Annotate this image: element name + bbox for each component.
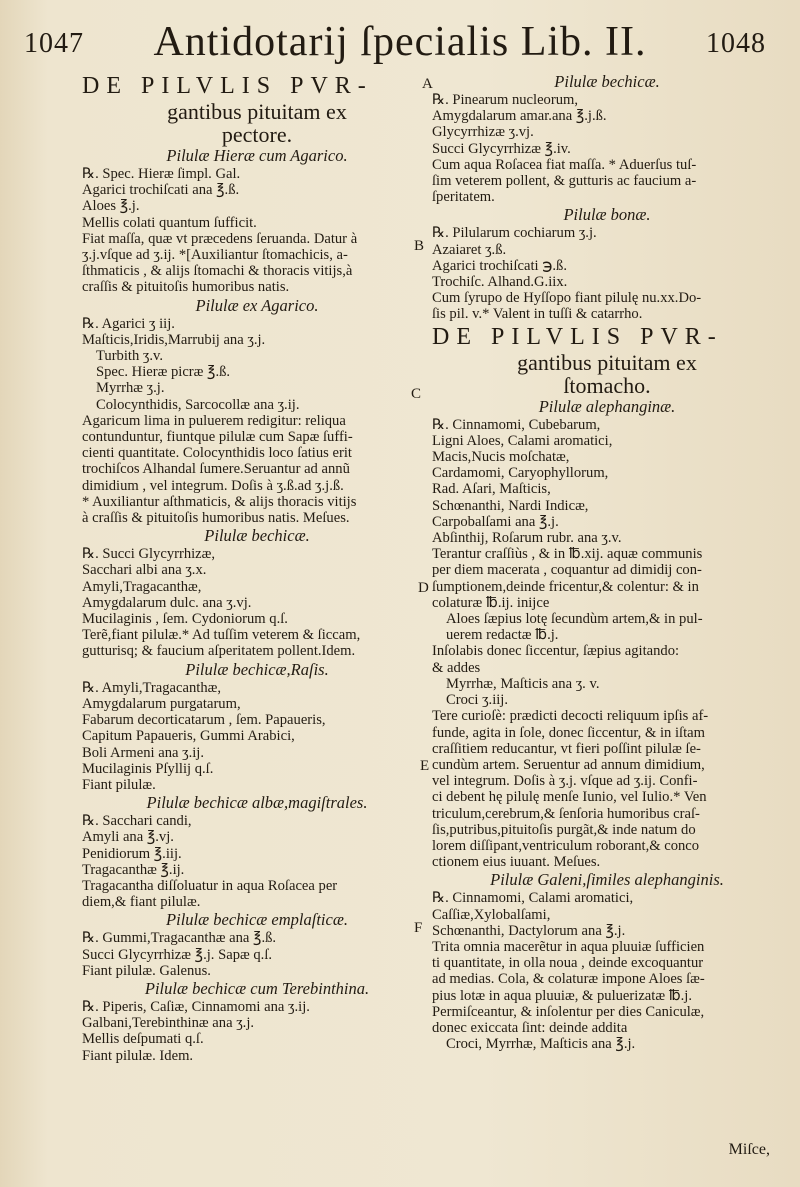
- text-line: Ligni Aloes, Calami aromatici,: [432, 432, 613, 449]
- text-line: lorem diſſipant,ventriculum roborant,& conco: [432, 837, 700, 854]
- text-line: ci debent hę pilulę menſe Iunio, vel Iulio.* Ven: [432, 789, 707, 806]
- recipe-title: Pilulæ bechicæ.: [554, 72, 660, 91]
- text-line: ad medias. Cola, & colaturæ impone Aloes ſæ-: [432, 971, 705, 988]
- margin-letter: C: [411, 386, 422, 402]
- text-line: ℞. Cinnamomi, Cubebarum,: [432, 416, 601, 433]
- recipe-title: Pilulæ bonæ.: [563, 205, 651, 225]
- text-line: triculum,cerebrum,& ſenſoria humoribus craſ-: [432, 805, 700, 822]
- text-line: Succi Glycyrrhizæ ℥.j. Sapæ q.ſ.: [82, 946, 273, 963]
- text-line: Glycyrrhizæ ʒ.vj.: [432, 124, 534, 141]
- page-header: [20, 18, 780, 64]
- recipe-title: Pilulæ bechicæ cum Terebinthina.: [144, 978, 370, 998]
- text-line: Cardamomi, Caryophyllorum,: [432, 465, 609, 482]
- section-heading: ſtomacho.: [563, 372, 651, 398]
- text-line: Fiant pilulæ. Idem.: [82, 1047, 194, 1064]
- page-number-right: 1048: [706, 28, 766, 59]
- text-line: Mellis colati quantum ſufficit.: [82, 214, 257, 231]
- text-line: Amygdalarum purgatarum,: [82, 695, 241, 712]
- text-line: Cum aqua Roſacea fiat maſſa. * Aduerſus tuſ-: [432, 156, 697, 173]
- text-line: Macis,Nucis moſchatæ,: [432, 449, 570, 466]
- text-line: vel integrum. Doſis à ʒ.j. vſque ad ʒ.ij. Confi-: [432, 773, 698, 790]
- text-line: Schœnanthi, Nardi Indicæ,: [432, 497, 589, 514]
- margin-letter: A: [422, 76, 433, 92]
- text-line: Aloes ſæpius lotę ſecundùm artem,& in pul-: [446, 611, 703, 628]
- text-line: Boli Armeni ana ʒ.ij.: [82, 744, 204, 761]
- text-line: ℞. Succi Glycyrrhizæ,: [82, 546, 216, 563]
- recipe-title: Pilulæ Galeni,ſimiles alephanginis.: [490, 870, 724, 890]
- section-heading: pectore.: [221, 122, 293, 147]
- text-line: Amygdalarum amar.ana ℥.j.ß.: [432, 108, 607, 125]
- page-number-left: 1047: [24, 28, 84, 59]
- margin-letter: B: [414, 238, 425, 254]
- text-line: ſthmaticis , & alijs ſtomachi & thoracis vitijs,à: [82, 263, 353, 280]
- text-line: uerem redactæ ℔.j.: [446, 627, 559, 644]
- text-line: Inſolabis donec ſiccentur, ſæpius agitando:: [432, 643, 680, 660]
- text-line: Tragacantha diſſoluatur in aqua Roſacea per: [82, 877, 338, 894]
- text-line: Terẽ,fiant pilulæ.* Ad tuſſim veterem & ſiccam,: [82, 627, 361, 644]
- text-line: ſumptionem,deinde fricentur,& colentur: & in: [432, 578, 699, 595]
- catchword: Miſce,: [728, 1142, 770, 1158]
- text-line: Amyli ana ℥.vj.: [82, 829, 174, 846]
- section-heading: DE PILVLIS PVR-: [82, 73, 373, 99]
- text-line: contunduntur, fiuntque pilulæ cum Sapæ ſuffi-: [82, 429, 353, 446]
- text-line: ℞. Pilularum cochiarum ʒ.j.: [432, 225, 597, 242]
- text-line: Trochiſc. Alhand.G.iix.: [432, 274, 568, 291]
- text-line: Permiſceantur, & inſolentur per dies Caniculæ,: [432, 1003, 705, 1020]
- text-line: Tere curioſè: prædicti decocti reliquum ipſis af-: [432, 708, 709, 725]
- text-line: diem,& fiant pilulæ.: [82, 894, 201, 911]
- text-line: dimidium , vel integrum. Doſis à ʒ.ß.ad ʒ.j.ß.: [82, 477, 344, 494]
- margin-letter: E: [420, 758, 430, 774]
- section-heading: DE PILVLIS PVR-: [432, 323, 723, 350]
- text-line: Mucilaginis Pſyllij q.ſ.: [82, 760, 214, 777]
- text-line: trochiſcos Alhandal ſumere.Seruantur ad annũ: [82, 461, 350, 478]
- section-heading: gantibus pituitam ex: [167, 99, 347, 124]
- recipe-title: Pilulæ ex Agarico.: [195, 295, 319, 315]
- section-heading: gantibus pituitam ex: [517, 349, 697, 375]
- text-line: pius lotæ in aqua pluuiæ, & puluerizatæ ℔.j.: [432, 987, 693, 1004]
- text-line: Succi Glycyrrhizæ ℥.iv.: [432, 140, 571, 157]
- text-line: Maſticis,Iridis,Marrubij ana ʒ.j.: [82, 331, 266, 348]
- text-line: craſſis & pituitoſis humoribus natis.: [82, 279, 290, 296]
- text-line: ſis pil. v.* Valent in tuſſi & catarrho.: [432, 306, 643, 323]
- text-line: cienti quantitate. Colocynthidis loco ſatius erit: [82, 445, 352, 462]
- text-line: funde, agita in ſole, donec ſiccentur, & in iſtam: [432, 724, 705, 741]
- text-line: colaturæ ℔.ij. inijce: [432, 594, 550, 611]
- text-line: Agarici trochiſcati ana ℥.ß.: [82, 182, 240, 199]
- text-line: ſperitatem.: [432, 189, 495, 206]
- text-line: Schœnanthi, Dactylorum ana ℥.j.: [432, 922, 626, 939]
- text-line: Mellis deſpumati q.ſ.: [82, 1031, 204, 1048]
- text-line: Agaricum lima in puluerem redigitur: reliqua: [82, 412, 346, 429]
- text-line: cundùm artem. Seruentur ad annum dimidium,: [432, 756, 705, 773]
- recipe-title: Pilulæ bechicæ albæ,magiſtrales.: [146, 793, 368, 813]
- text-line: Rad. Aſari, Maſticis,: [432, 481, 551, 498]
- text-line: Fiat maſſa, quæ vt præcedens ſeruanda. Datur à: [82, 230, 358, 247]
- text-line: Trita omnia macerẽtur in aqua pluuiæ ſufficien: [432, 938, 705, 955]
- text-line: ℞. Pinearum nucleorum,: [432, 92, 579, 108]
- text-line: Sacchari albi ana ʒ.x.: [82, 562, 207, 579]
- text-line: ℞. Amyli,Tragacanthæ,: [82, 679, 222, 696]
- recipe-title: Pilulæ bechicæ,Raſis.: [185, 659, 329, 679]
- text-line: Penidiorum ℥.iij.: [82, 845, 182, 862]
- text-line: Cum ſyrupo de Hyſſopo fiant pilulę nu.xx.Do-: [432, 290, 702, 307]
- text-line: ℞. Piperis, Caſiæ, Cinnamomi ana ʒ.ij.: [82, 998, 310, 1015]
- text-line: à craſſis & pituitoſis humoribus natis. Meſues.: [82, 510, 350, 527]
- text-line: Carpobalſami ana ℥.j.: [432, 513, 559, 530]
- left-column: [82, 72, 432, 1064]
- text-line: ℞. Spec. Hieræ ſimpl. Gal.: [82, 166, 241, 182]
- text-line: Myrrhæ, Maſticis ana ʒ. v.: [446, 675, 600, 692]
- text-line: & addes: [432, 659, 481, 676]
- text-line: Turbith ʒ.v.: [96, 348, 164, 365]
- text-line: Azaiaret ʒ.ß.: [432, 241, 507, 258]
- text-line: Tragacanthæ ℥.ij.: [82, 861, 185, 878]
- text-line: * Auxiliantur aſthmaticis, & alijs thoracis vitijs: [82, 493, 357, 510]
- text-line: per diem macerata , coquantur ad dimidij con-: [432, 562, 702, 579]
- text-line: Mucilaginis , ſem. Cydoniorum q.ſ.: [82, 611, 288, 628]
- text-line: Colocynthidis, Sarcocollæ ana ʒ.ij.: [96, 396, 300, 413]
- recipe-title: Pilulæ alephanginæ.: [538, 396, 676, 416]
- text-line: ℞. Gummi,Tragacanthæ ana ℥.ß.: [82, 930, 277, 947]
- text-line: Myrrhæ ʒ.j.: [96, 380, 165, 397]
- text-line: ctionem eius iuuant. Meſues.: [432, 854, 601, 871]
- text-line: ſim veterem pollent, & gutturis ac faucium a-: [432, 173, 697, 190]
- text-line: gutturisq; & faucium aſperitatem pollent.Idem.: [82, 643, 356, 660]
- text-line: Fabarum decorticatarum , ſem. Papaueris,: [82, 712, 326, 729]
- text-line: Fiant pilulæ. Galenus.: [82, 962, 211, 979]
- recipe-title: Pilulæ bechicæ.: [204, 526, 310, 546]
- text-line: ℞. Agarici ʒ iij.: [82, 315, 175, 332]
- text-line: ℞. Sacchari candi,: [82, 813, 192, 830]
- text-line: ſis,putribus,pituitoſis purgãt,& inde natum do: [432, 821, 696, 838]
- text-line: donec exiccata ſint: deinde addita: [432, 1019, 628, 1036]
- text-line: Agarici trochiſcati ℈.ß.: [432, 257, 567, 274]
- text-line: Spec. Hieræ picræ ℥.ß.: [96, 364, 231, 381]
- margin-letter: D: [418, 580, 429, 596]
- text-line: Amygdalarum dulc. ana ʒ.vj.: [82, 594, 252, 611]
- right-column: [432, 72, 782, 1052]
- text-line: ti quantitate, in olla noua , deinde excoquantur: [432, 955, 704, 972]
- recipe-title: Pilulæ bechicæ emplaſticæ.: [166, 910, 348, 930]
- margin-letter: F: [414, 920, 423, 936]
- text-line: Galbani,Terebinthinæ ana ʒ.j.: [82, 1015, 255, 1032]
- running-title: Antidotarij ſpecialis Lib. II.: [153, 19, 647, 65]
- text-line: Fiant pilulæ.: [82, 776, 156, 793]
- text-line: Abſinthij, Roſarum rubr. ana ʒ.v.: [432, 530, 622, 547]
- text-line: craſſitiem reducantur, vt fieri poſſint pilulæ ſe-: [432, 740, 701, 757]
- text-line: Croci ʒ.iij.: [446, 692, 509, 709]
- text-line: Caſſiæ,Xylobalſami,: [432, 906, 551, 923]
- recipe-title: Pilulæ Hieræ cum Agarico.: [166, 146, 348, 165]
- text-line: ʒ.j.vſque ad ʒ.ij. *[Auxiliantur ſtomachicis, a-: [82, 247, 348, 264]
- text-line: Croci, Myrrhæ, Maſticis ana ℥.j.: [446, 1036, 636, 1053]
- text-line: Capitum Papaueris, Gummi Arabici,: [82, 728, 295, 745]
- text-line: ℞. Cinnamomi, Calami aromatici,: [432, 890, 634, 907]
- text-line: Terantur craſſiùs , & in ℔.xij. aquæ communis: [432, 546, 703, 563]
- text-line: Amyli,Tragacanthæ,: [82, 578, 202, 595]
- text-line: Aloes ℥.j.: [82, 198, 140, 215]
